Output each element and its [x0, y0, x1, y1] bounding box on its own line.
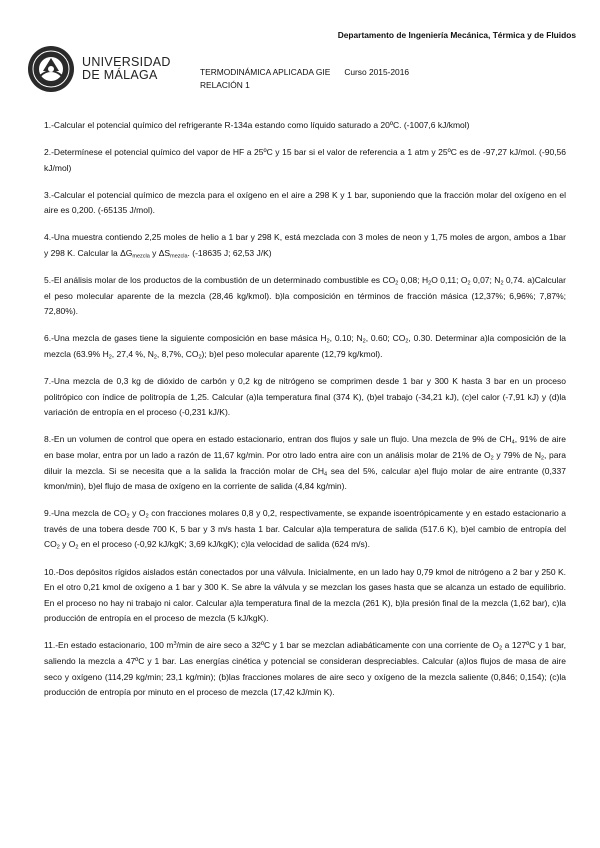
- course-title: TERMODINÁMICA APLICADA GIE: [200, 67, 331, 77]
- problem-list: [44, 118, 566, 712]
- problem-6: 6.-Una mezcla de gases tiene la siguiente composición en base másica $H_2$, 0.10; $N_2$, 0.60; $CO_2$, 0.30. Determinar a)la composición de la mezcla (63.9% $H_2$, 27,4 %, $N_2$, 8,7%, $CO_2$); b)el peso molecular aparente (12,79 kg/kmol).: [44, 333, 566, 361]
- problem-4: 4.-Una muestra contiendo 2,25 moles de helio a 1 bar y 298 K, está mezclada con 3 moles de neon y 1,75 moles de argon, ambos a 1bar y 298 K. Calcular la $\Delta G_{mezcla}$ y $\Delta S_{mezcla}$. (-18635 J; 62,53 J/K): [44, 232, 566, 260]
- university-seal-icon: [26, 44, 76, 94]
- university-name-line2: DE MÁLAGA: [82, 68, 158, 82]
- university-name: [82, 56, 171, 82]
- problem-11: 11.-En estado estacionario, 100 $m^3/\min$ de aire seco a 32ºC y 1 bar se mezclan adiabáticamente con una corriente de $O_2$ a 127ºC y 1 bar, saliendo la mezcla a 47ºC y 1 bar. Las energías cinética y potencial se consideran despreciables. Calcular (a)los flujos de masa de aire seco y oxígeno (114,29 kg/min; 23,1 kg/min); (b)las fracciones molares de aire seco y oxígeno de la mezcla saliente (0,846; 0,154); (c)la producción de entropía por minuto en el proceso de mezcla (17,42 kJ/min K).: [44, 640, 567, 698]
- university-logo: [26, 44, 171, 94]
- department-name: Departamento de Ingeniería Mecánica, Térmica y de Fluidos: [337, 30, 576, 40]
- problem-9: 9.-Una mezcla de $CO_2$ y $O_2$ con fracciones molares 0,8 y 0,2, respectivamente, se expande isoentrópicamente y en estado estacionario a través de una tobera desde 700 K, 5 bar y 3 m/s hasta 1 bar. Calcular a)la temperatura de salida (517.6 K), b)el cambio de entropía del $CO_2$ y $O_2$ en el proceso (-0,92 kJ/kgK; 3,69 kJ/kgK); c)la velocidad de salida (624 m/s).: [44, 508, 567, 551]
- problem-10: 10.-Dos depósitos rígidos aislados están conectados por una válvula. Inicialmente, en un lado hay 0,79 kmol de nitrógeno a 2 bar y 250 K. En el otro 0,21 kmol de oxígeno a 1 bar y 300 K. Se abre la válvula y se mezclan los gases hasta que se alcanza un estado de equilibrio. En el proceso no hay ni trabajo ni calor. Calcular a)la temperatura final de la mezcla (261 K), b)la presión final de la mezcla (1,62 bar), c)la producción de entropía en el proceso de mezcla (5 kJ/kgK).: [44, 566, 566, 624]
- relation-title: RELACIÓN 1: [200, 80, 250, 90]
- problem-1: 1.-Calcular el potencial químico del refrigerante R-134a estando como líquido saturado a 20ºC. (-1007,6 kJ/kmol): [44, 120, 470, 130]
- problem-5: 5.-El análisis molar de los productos de la combustión de un determinado combustible es $CO_2$ 0,08; $H_2O$ 0,11; $O_2$ 0,07; $N_2$ 0,74. a)Calcular el peso molecular aparente de la mezcla (28,46 kg/kmol). b)la composición en términos de fracción másica (12,37%; 6,96%; 7,87%; 72,80%).: [44, 275, 566, 317]
- course-header: [200, 66, 409, 92]
- problem-3: 3.-Calcular el potencial químico de mezcla para el oxígeno en el aire a 298 K y 1 bar, suponiendo que la fracción molar del oxígeno en el aire es 0,200. (-65135 J/mol).: [44, 189, 566, 216]
- problem-7: 7.-Una mezcla de 0,3 kg de dióxido de carbón y 0,2 kg de nitrógeno se comprimen desde 1 bar y 300 K hasta 3 bar en un proceso politrópico con índice de politropía de 1,25. Calcular (a)la temperatura final (374 K), (b)el trabajo (-34,21 kJ), (c)el calor (-7,91 kJ) y (d)la variación de entropía en el proceso (-0,231 kJ/K).: [44, 376, 566, 418]
- university-name-line1: UNIVERSIDAD: [82, 55, 171, 69]
- problem-8: 8.-En un volumen de control que opera en estado estacionario, entran dos flujos y sale un flujo. Una mezcla de 9% de $CH_4$, 91% de aire en base molar, entra por un lado a razón de 11,67 kg/min. Por otro lado entra aire con un análisis molar de 21% de $O_2$ y 79% de $N_2$, para diluir la mezcla. Si se necesita que a la salida la fracción molar de $CH_4$ sea del 5%, calcular a)el flujo molar de aire entrante (0,337 kmon/min), b)el flujo de masa de oxígeno en la corriente de salida (4,84 kg/min).: [44, 434, 566, 492]
- course-year: Curso 2015-2016: [344, 67, 410, 77]
- problem-2: 2.-Determínese el potencial químico del vapor de HF a 25ºC y 15 bar si el valor de referencia a 1 atm y 25ºC es de -97,27 kJ/mol. (-90,56 kJ/mol): [44, 147, 566, 173]
